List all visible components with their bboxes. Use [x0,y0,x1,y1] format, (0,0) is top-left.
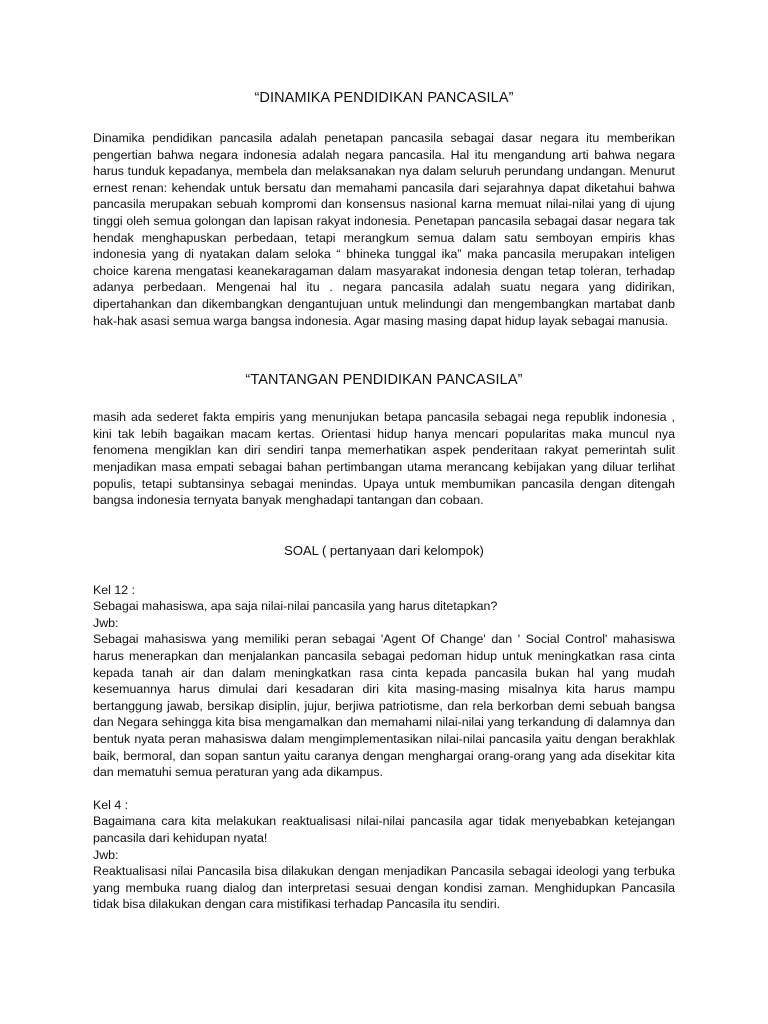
qa-group-label: Kel 4 : [93,797,129,812]
section-title-tantangan: “TANTANGAN PENDIDIKAN PANCASILA” [245,372,523,389]
qa-answer: Reaktualisasi nilai Pancasila bisa dilakukan dengan menjadikan Pancasila sebagai ideologi yang terbuka yang membuka ruang dialog dan interpretasi sesuai dengan kondisi zaman. Menghidupkan Pancasila tidak bisa dilakukan dengan cara mistifikasi terhadap Pancasila itu sendiri. [93,864,675,912]
qa-item-kel-12 [93,582,675,781]
qa-answer: Sebagai mahasiswa yang memiliki peran sebagai 'Agent Of Change' dan ' Social Control' mahasiswa harus menerapkan dan menjalankan pancasila sebagai pedoman hidup untuk meningkatkan rasa cinta kepada tanah air dan dalam meningkatkan rasa cinta kepada pancasila bukan hal yang mudah kesemuannya harus dimulai dari kesadaran diri kita masing-masing misalnya kita harus mampu bertanggung jawab, bersikap disiplin, jujur, berjiwa patriotisme, dan rela berkorban demi sebuah bangsa dan Negara sehingga kita bisa mengamalkan dan memahami nilai-nilai yang terkandung di dalamnya dan bentuk nyata peran mahasiswa dalam mengimplementasikan nilai-nilai pancasila yaitu dengan berakhlak baik, bermoral, dan sopan santun yaitu caranya dengan menghargai orang-orang yang ada disekitar kita dan mematuhi semua peraturan yang ada dikampus. [93,632,675,780]
qa-group-label: Kel 12 : [93,582,136,597]
qa-question: Bagaimana cara kita melakukan reaktualisasi nilai-nilai pancasila agar tidak menyebabkan ketejangan pancasila dari kehidupan nyata! [93,814,675,845]
paragraph-dinamika: Dinamika pendidikan pancasila adalah penetapan pancasila sebagai dasar negara itu memberikan pengertian bahwa negara indonesia adalah negara pancasila. Hal itu mengandung arti bahwa negara harus tunduk kepadanya, membela dan melaksanakan nya dalam seluruh perundang undangan. Menurut ernest renan: kehendak untuk bersatu dan memahami pancasila dari sejarahnya dapat diketahui bahwa pancasila merupakan sebuah kompromi dan konsensus nasional karna memuat nilai-nilai yang di ujung tinggi oleh semua golongan dan lapisan rakyat indonesia. Penetapan pancasila sebagai dasar negara tak hendak menghapuskan perbedaan, tetapi merangkum semua dalam satu semboyan empiris khas indonesia yang di nyatakan dalam seloka “ bhineka tunggal ika” maka pancasila merupakan inteligen choice karena mengatasi keanekaragaman dalam masyarakat indonesia dengan tetap toleran, terhadap adanya perbedaan. Mengenai hal itu . negara pancasila adalah suatu negara yang didirikan, dipertahankan dan dikembangkan dengantujuan untuk melindungi dan mengembangkan martabat danb hak-hak asasi semua warga bangsa indonesia. Agar masing masing dapat hidup layak sebagai manusia. [93,131,675,328]
soal-title: SOAL ( pertanyaan dari kelompok) [284,542,484,558]
paragraph-tantangan: masih ada sederet fakta empiris yang menunjukan betapa pancasila sebagai nega republik indonesia , kini tak lebih bagaikan macam kertas. Orientasi hidup hanya mencari popularitas maka muncul nya fenomena mengiklan kan diri sendiri tanpa memerhatikan aspek penderitaan rakyat pemerintah sulit menjadikan masa empati sebagai bahan pertimbangan utama merancang kebijakan yang diluar terlihat populis, tetapi subtansinya sebagai menindas. Upaya untuk membumikan pancasila dengan ditengah bangsa indonesia ternyata banyak menghadapi tantangan dan cobaan. [93,410,675,508]
qa-answer-label: Jwb: [93,847,119,862]
qa-item-kel-4 [93,797,675,913]
section-title-dinamika: “DINAMIKA PENDIDIKAN PANCASILA” [254,90,514,106]
qa-question: Sebagai mahasiswa, apa saja nilai-nilai pancasila yang harus ditetapkan? [93,599,498,614]
qa-answer-label: Jwb: [93,615,119,630]
